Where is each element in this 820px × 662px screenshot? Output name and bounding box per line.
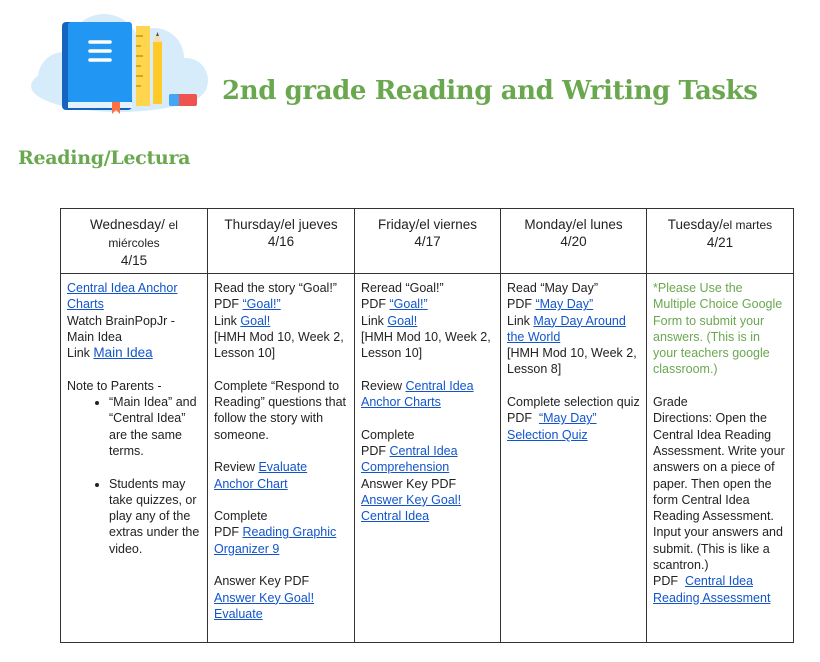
cell-tuesday <box>647 274 794 643</box>
main-idea-link[interactable]: Main Idea <box>93 345 153 361</box>
answer-key-label: Answer Key PDF <box>214 574 310 589</box>
central-idea-reading-assessment-link[interactable]: Central Idea Reading Assessment <box>653 574 771 605</box>
evaluate-anchor-chart-link[interactable]: Evaluate Anchor Chart <box>214 460 308 491</box>
cell-thursday <box>208 274 355 643</box>
reading-graphic-organizer-link[interactable]: Reading Graphic Organizer 9 <box>214 525 337 556</box>
answer-key-label: Answer Key PDF <box>361 476 457 491</box>
complete-label: Complete <box>214 509 268 524</box>
review-label: Review <box>361 378 406 393</box>
link-label: Link <box>361 313 388 328</box>
watch-text: Watch BrainPopJr - Main Idea <box>67 313 175 344</box>
header-tuesday <box>647 209 794 274</box>
may-day-around-the-world-link[interactable]: May Day Around the World <box>507 313 626 344</box>
answer-key-evaluate-link[interactable]: Answer Key Goal! Evaluate <box>214 590 315 621</box>
answer-key-central-idea-link[interactable]: Answer Key Goal! Central Idea <box>361 492 462 524</box>
header-day: Thursday/el jueves <box>224 217 338 232</box>
pencil-icon <box>153 32 162 104</box>
grade-label: Grade <box>653 395 688 410</box>
header-wednesday <box>61 209 208 274</box>
pdf-label: PDF <box>214 525 243 540</box>
read-text: Read “May Day” <box>507 281 598 295</box>
pdf-label: PDF <box>507 297 536 312</box>
header-day: Monday/el lunes <box>524 217 623 232</box>
directions-text: Directions: Open the Central Idea Reading Assessment. Write your answers on a piece of paper. Then open the form Central Idea Reading Assessment. Input your answers and submit. (This is like a scantron.) <box>653 411 785 573</box>
main-idea-line <box>67 345 201 361</box>
page-title: 2nd grade Reading and Writing Tasks <box>222 76 758 106</box>
header-day: Wednesday/ <box>90 217 165 232</box>
header-day: Friday/el viernes <box>377 217 478 232</box>
header-date: 4/21 <box>706 235 734 250</box>
eraser-icon <box>169 94 197 106</box>
pdf-label: PDF <box>214 297 243 312</box>
parent-notes-list <box>67 394 201 557</box>
link-label: Link <box>214 313 241 328</box>
goal-pdf-link[interactable]: “Goal!” <box>389 297 428 312</box>
goal-link[interactable]: Goal! <box>387 313 418 328</box>
hmh-text: [HMH Mod 10, Week 2, Lesson 10] <box>214 329 344 361</box>
reread-text: Reread “Goal!” <box>361 281 444 295</box>
tasks-row <box>61 274 794 643</box>
link-label: Link <box>507 313 534 328</box>
ruler-icon <box>136 26 150 106</box>
header-day-es: el martes <box>722 218 773 232</box>
link-label: Link <box>67 346 94 361</box>
list-item: • Students may take quizzes, or play any of the extras under the video. <box>109 476 201 557</box>
header-friday <box>355 209 501 274</box>
section-title: Reading/Lectura <box>18 147 191 169</box>
cell-monday <box>501 274 647 643</box>
may-day-pdf-link[interactable]: “May Day” <box>535 297 594 312</box>
header-thursday <box>208 209 355 274</box>
goal-pdf-link[interactable]: “Goal!” <box>242 297 281 312</box>
header-date: 4/15 <box>120 253 148 268</box>
header-date: 4/20 <box>560 234 587 249</box>
goal-link[interactable]: Goal! <box>240 313 271 328</box>
complete-label: Complete <box>361 427 415 442</box>
pdf-label: PDF <box>653 574 685 589</box>
central-idea-anchor-charts-link[interactable]: Central Idea Anchor Charts <box>361 378 474 410</box>
pdf-label: PDF <box>361 443 390 458</box>
central-idea-comprehension-link[interactable]: Central Idea Comprehension <box>361 443 458 475</box>
complete-text: Complete selection quiz <box>507 395 640 410</box>
cell-wednesday <box>61 274 208 643</box>
header-day: Tuesday/ <box>667 217 723 232</box>
book-pencil-ruler-cloud-icon <box>24 8 214 114</box>
pdf-label: PDF <box>507 411 539 426</box>
pdf-label: PDF <box>361 297 390 312</box>
header-date: 4/17 <box>414 234 441 249</box>
book-icon <box>62 22 132 114</box>
central-idea-anchor-charts-link[interactable]: Central Idea Anchor Charts <box>67 281 178 312</box>
note-to-parents: Note to Parents - <box>67 378 162 393</box>
header-day-es: el miércoles <box>108 218 178 250</box>
header-row <box>61 209 794 274</box>
read-text: Read the story “Goal!” <box>214 281 337 295</box>
hmh-text: [HMH Mod 10, Week 2, Lesson 8] <box>507 346 637 377</box>
header-monday <box>501 209 647 274</box>
google-form-note: *Please Use the Multiple Choice Google Form to submit your answers. (This is in your teachers google classroom.) <box>653 281 783 377</box>
cell-friday <box>355 274 501 643</box>
tasks-table <box>60 208 794 643</box>
complete-text: Complete “Respond to Reading” questions that follow the story with someone. <box>214 378 347 442</box>
review-label: Review <box>214 460 259 475</box>
hmh-text: [HMH Mod 10, Week 2, Lesson 10] <box>361 329 491 361</box>
may-day-selection-quiz-link[interactable]: “May Day” Selection Quiz <box>507 411 597 442</box>
header-date: 4/16 <box>267 234 295 249</box>
list-item: • “Main Idea” and “Central Idea” are the same terms. <box>109 394 201 459</box>
